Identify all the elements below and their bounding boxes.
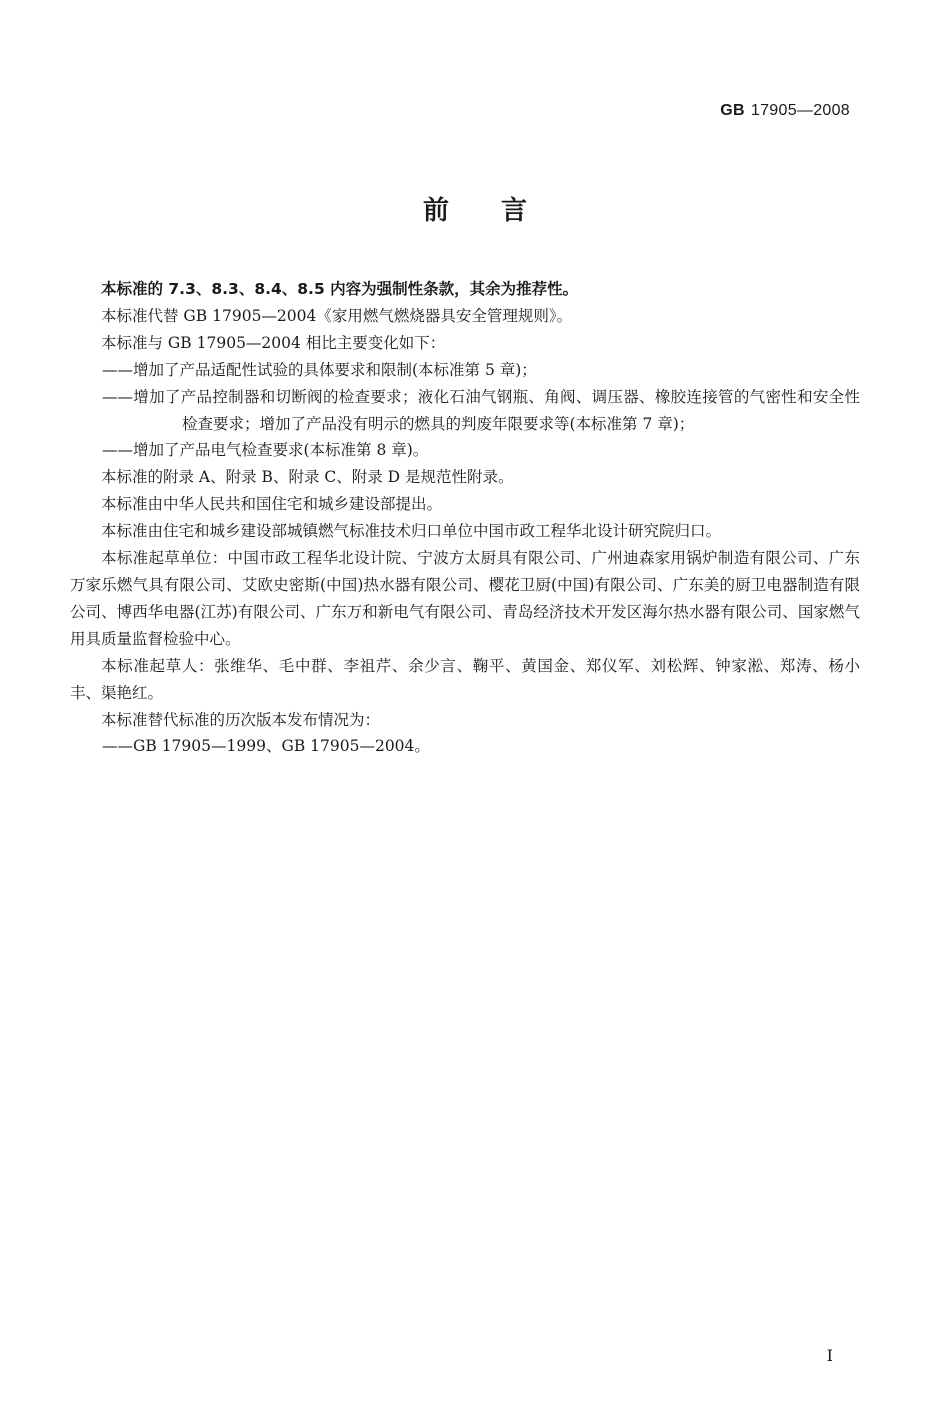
page-number: I [826,1346,833,1365]
annex-statement: 本标准的附录 A、附录 B、附录 C、附录 D 是规范性附录。 [101,468,514,487]
drafting-units: 本标准起草单位：中国市政工程华北设计院、宁波方太厨具有限公司、广州迪森家用锅炉制造有限公司、广东万家乐燃气具有限公司、艾欧史密斯(中国)热水器有限公司、樱花卫厨(中国)有限公司、广东美的厨卫电器制造有限公司、博西华电器(江苏)有限公司、广东万和新电气有限公司、青岛经济技术开发区海尔热水器有限公司、国家燃气用具质量监督检验中心。 [70,549,860,648]
change-item-1: ——增加了产品适配性试验的具体要求和限制(本标准第 5 章)； [102,360,537,379]
foreword-body [70,276,860,760]
change-item-3: ——增加了产品电气检查要求(本标准第 8 章)。 [102,441,429,460]
version-history-intro: 本标准替代标准的历次版本发布情况为： [101,710,381,729]
standard-prefix: GB [720,102,745,119]
responsible-unit-statement: 本标准由住宅和城乡建设部城镇燃气标准技术归口单位中国市政工程华北设计研究院归口。 [101,522,722,541]
change-item-2: ——增加了产品控制器和切断阀的检查要求；液化石油气钢瓶、角阀、调压器、橡胶连接管的气密性和安全性检查要求；增加了产品没有明示的燃具的判废年限要求等(本标准第 7 章)； [102,387,860,433]
mandatory-clause-statement: 本标准的 7.3、8.3、8.4、8.5 内容为强制性条款，其余为推荐性。 [101,280,579,298]
changes-intro: 本标准与 GB 17905—2004 相比主要变化如下： [101,333,446,352]
replacement-statement: 本标准代替 GB 17905—2004《家用燃气燃烧器具安全管理规则》。 [101,306,573,325]
proposer-statement: 本标准由中华人民共和国住宅和城乡建设部提出。 [101,495,443,514]
page-title: 前言 [422,196,579,226]
version-history-item: ——GB 17905—1999、GB 17905—2004。 [102,737,430,756]
standard-number: 17905—2008 [750,102,850,119]
standard-code [720,102,850,120]
drafters: 本标准起草人：张维华、毛中群、李祖芹、余少言、鞠平、黄国金、郑仪军、刘松辉、钟家淞、郑涛、杨小丰、渠艳红。 [70,656,860,702]
